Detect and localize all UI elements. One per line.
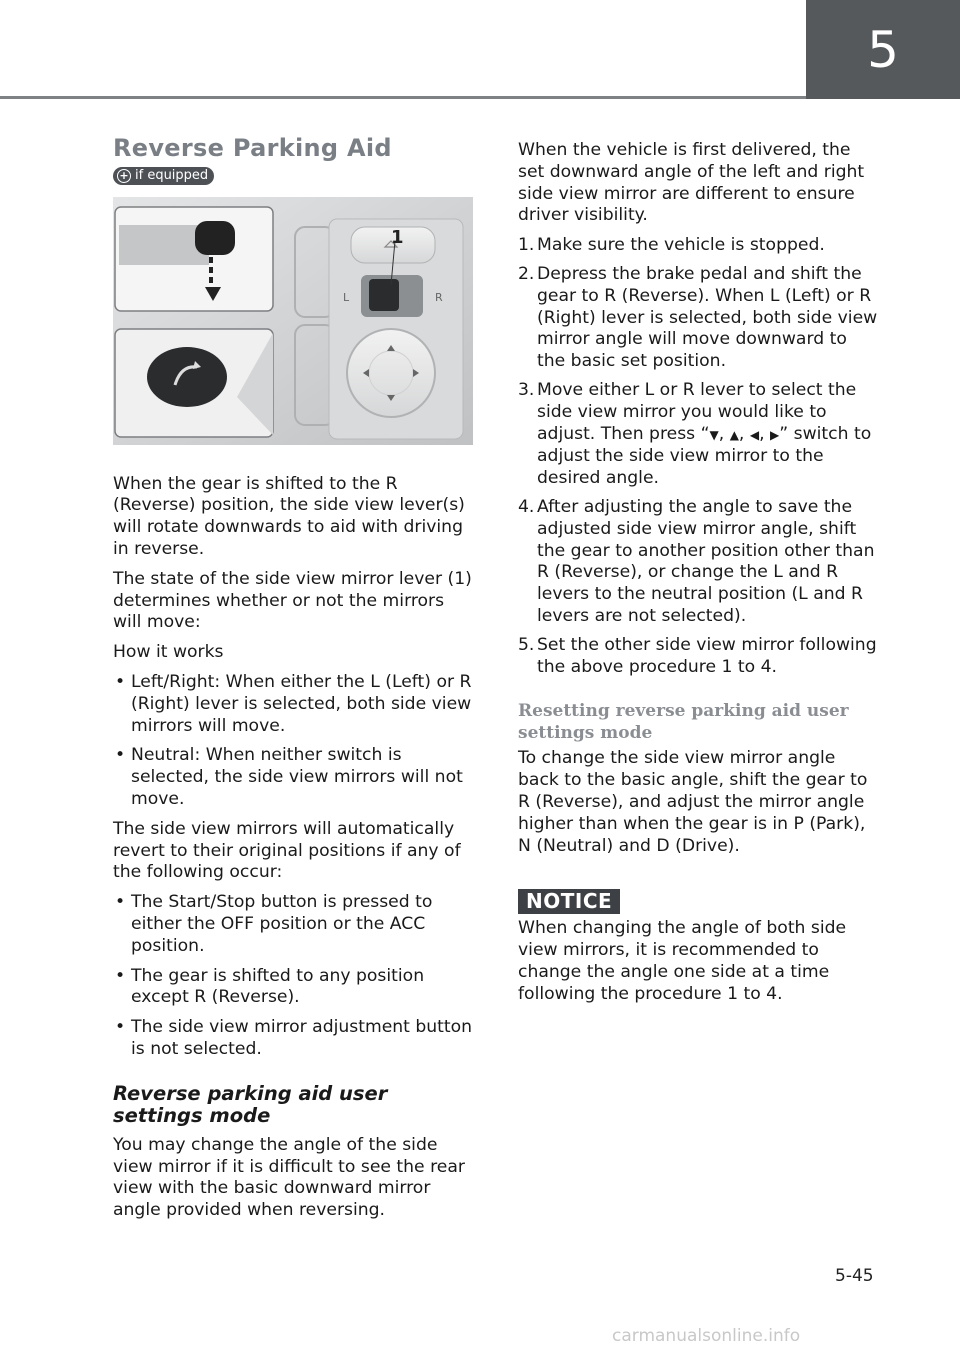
intro-paragraph: When the gear is shifted to the R (Reverse) position, the side view lever(s) will rotate downwards to aid with driving in reverse. [113,473,465,559]
list-item: • Left/Right: When either the L (Left) or R (Right) lever is selected, both side view mirrors will move. [113,672,473,737]
procedure-steps [518,235,880,678]
how-it-works-label: How it works [113,642,224,663]
right-column [518,140,880,1013]
list-item: • The gear is shifted to any position except R (Reverse). [113,966,473,1010]
lever-label-right: R [435,290,443,304]
list-item: • The side view mirror adjustment button is not selected. [113,1017,473,1061]
mirror-switch-figure [113,197,473,445]
callout-number: 1 [391,226,404,248]
left-arrow-icon: ◀ [749,427,760,442]
revert-conditions-list [113,892,473,1061]
up-arrow-icon: ▲ [729,427,739,442]
lever-label-left: L [343,290,350,304]
header-rule [0,96,806,99]
left-column [113,134,473,1230]
notice-label: NOTICE [518,889,620,914]
section-title: Reverse Parking Aid [113,134,392,162]
reset-heading: Resetting reverse parking aid user settings mode [518,701,849,744]
step-item: 1. Make sure the vehicle is stopped. [518,235,825,256]
plus-circle-icon: + [117,169,131,183]
chapter-tab [806,0,960,99]
if-equipped-badge [113,167,214,185]
delivery-paragraph: When the vehicle is first delivered, the set downward angle of the left and right side view mirror are different to ensure driver visibility. [518,140,865,226]
right-arrow-icon: ▶ [770,427,780,442]
badge-label: if equipped [135,167,209,183]
step-item: 5. Set the other side view mirror following the above procedure 1 to 4. [518,634,877,677]
down-arrow-icon: ▼ [709,427,719,442]
page-number: 5-45 [835,1266,874,1286]
list-item: • Neutral: When neither switch is selected, the side view mirrors will not move. [113,745,473,810]
revert-paragraph: The side view mirrors will automatically revert to their original positions if any of the following occur: [113,818,461,883]
reset-paragraph: To change the side view mirror angle back to the basic angle, shift the gear to R (Reverse), and adjust the mirror angle higher than when the gear is in P (Park), N (Neutral) and D (Drive). [518,748,868,856]
user-settings-heading: Reverse parking aid user settings mode [113,1081,388,1127]
chapter-number: 5 [867,20,899,79]
notice-paragraph: When changing the angle of both side view mirrors, it is recommended to change the angle one side at a time following the procedure 1 to 4. [518,918,847,1004]
user-settings-paragraph: You may change the angle of the side view mirror if it is difficult to see the rear view with the basic downward mirror angle provided when reversing. [113,1134,465,1221]
watermark: carmanualsonline.info [612,1326,801,1346]
list-item: • The Start/Stop button is pressed to either the OFF position or the ACC position. [113,892,473,957]
step-item: 2. Depress the brake pedal and shift the gear to R (Reverse). When L (Left) or R (Right) lever is selected, both side view mirror angle will move downward to the basic set position. [518,263,878,372]
step-item: 3. Move either L or R lever to select the side view mirror you would like to adjust. Then press “▼, ▲, ◀, ▶” switch to adjust the side view mirror to the desired angle. [518,379,872,489]
step-item: 4. After adjusting the angle to save the adjusted side view mirror angle, shift the gear to another position other than R (Reverse), or change the L and R levers to the neutral position (L and R levers are not selected). [518,496,875,626]
state-paragraph: The state of the side view mirror lever (1) determines whether or not the mirrors will move: [113,568,472,633]
how-it-works-list [113,672,473,811]
